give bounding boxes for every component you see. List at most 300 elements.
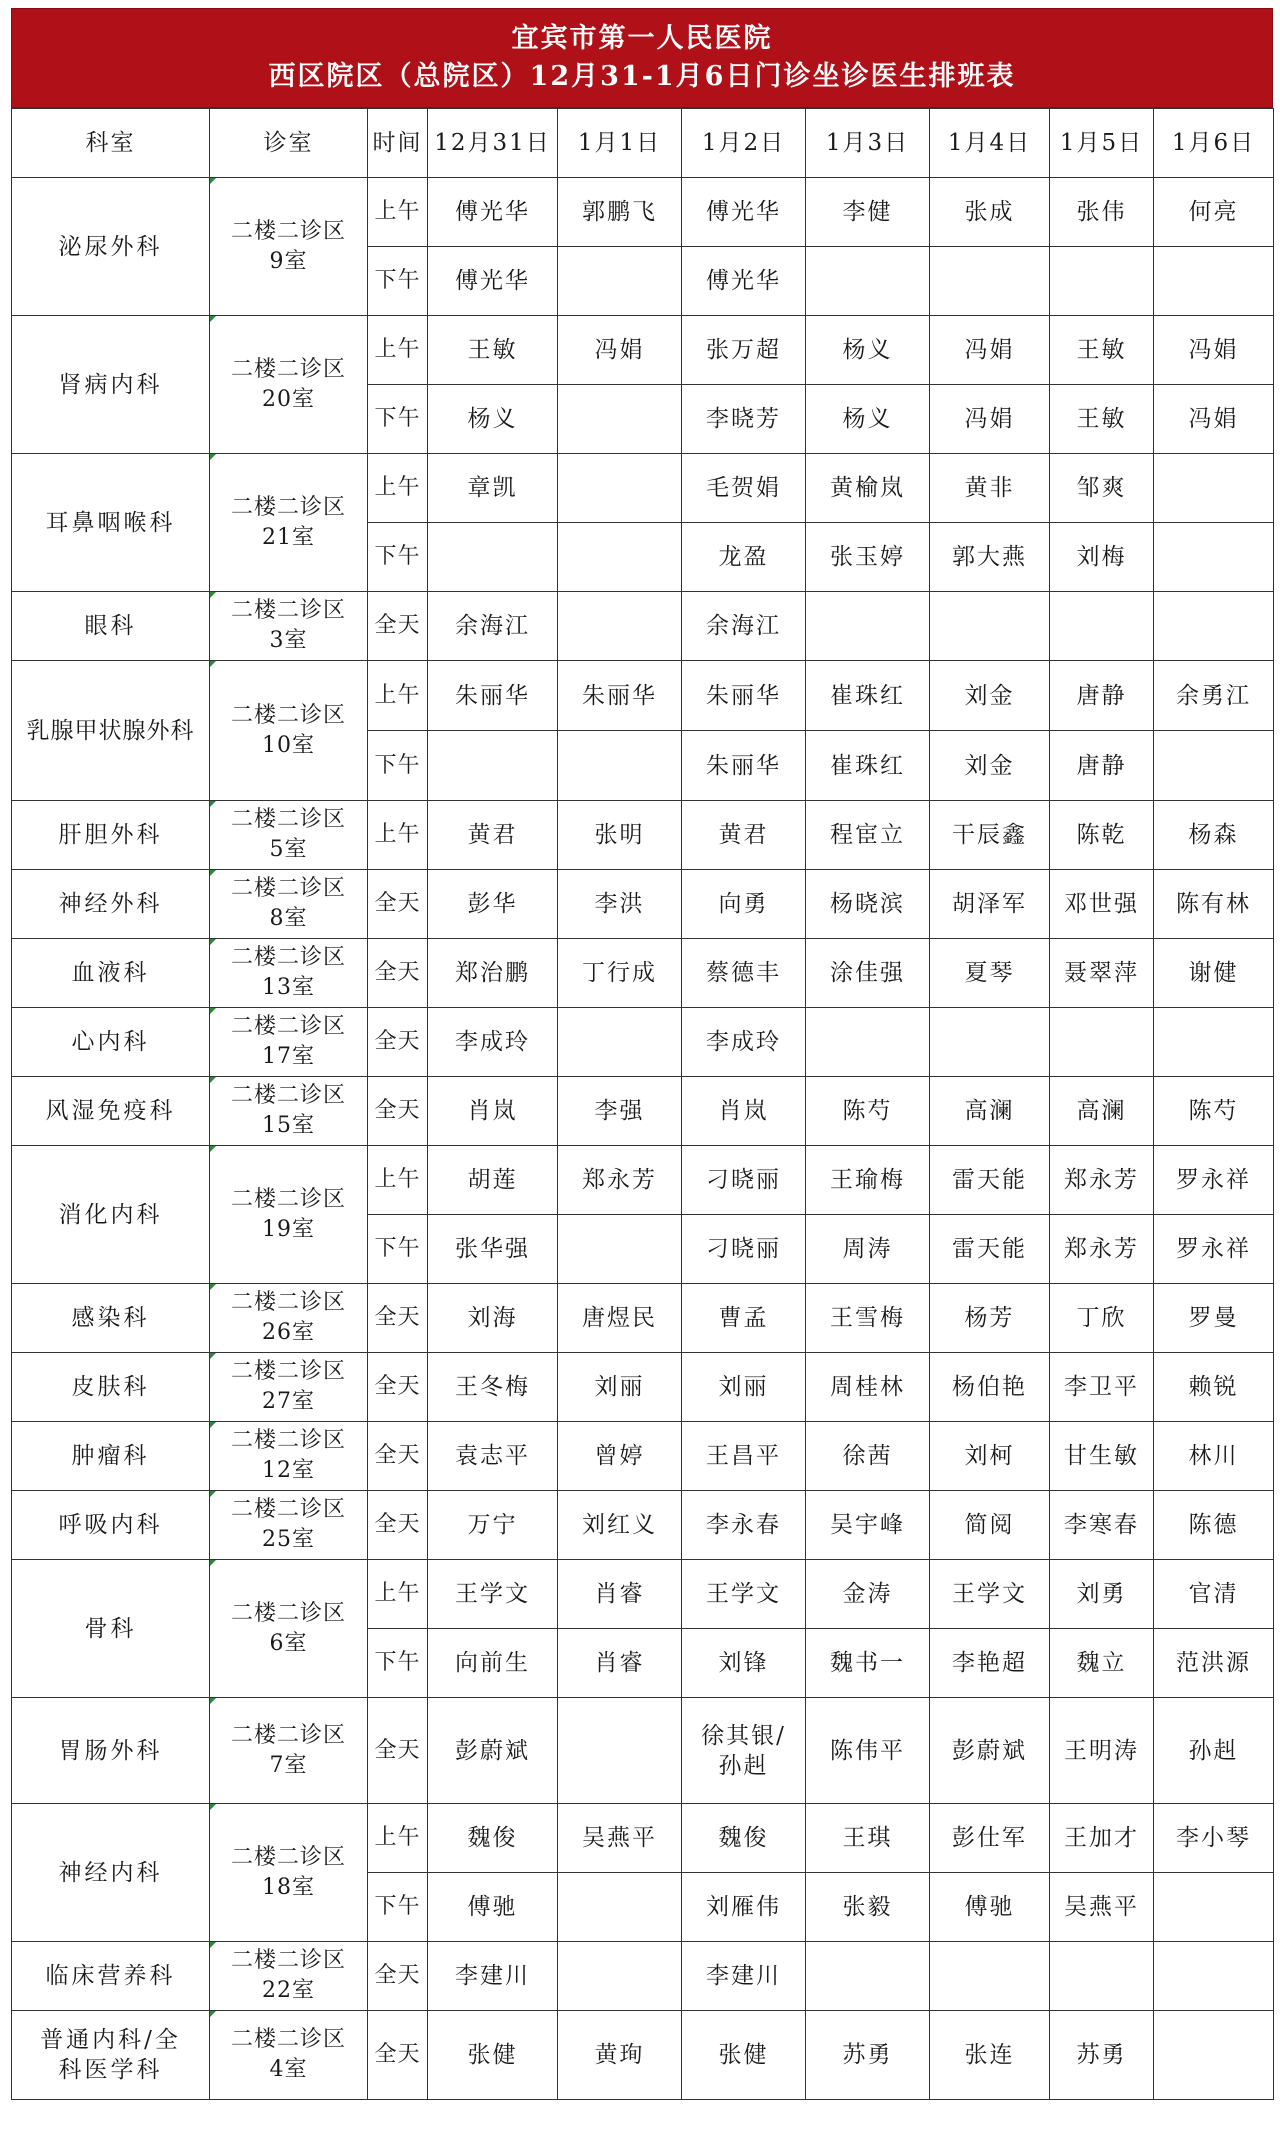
room-number: 21室: [262, 524, 315, 550]
doctor-cell: 王敏: [1050, 316, 1154, 385]
room-floor: 二楼二诊区: [230, 1722, 346, 1748]
doctor-cell: 李晓芳: [682, 385, 806, 454]
time-cell: 上午: [368, 801, 428, 870]
header-date: 1月2日: [682, 109, 806, 178]
doctor-cell: 苏勇: [806, 2011, 930, 2100]
doctor-cell: 唐静: [1050, 731, 1154, 801]
doctor-cell: 陈乾: [1050, 801, 1154, 870]
doctor-cell: 罗永祥: [1154, 1146, 1274, 1215]
dept-cell: 眼科: [12, 592, 210, 661]
room-cell: [210, 316, 368, 454]
dept-cell: 神经内科: [12, 1804, 210, 1942]
table-row: [12, 1008, 1274, 1077]
doctor-cell: 张毅: [806, 1873, 930, 1942]
doctor-cell: 魏俊: [682, 1804, 806, 1873]
doctor-cell: 肖岚: [428, 1077, 558, 1146]
room-cell: [210, 1422, 368, 1491]
time-cell: 上午: [368, 1804, 428, 1873]
doctor-cell: 张玉婷: [806, 523, 930, 592]
doctor-cell: 李艳超: [930, 1629, 1050, 1698]
dept-cell: 肝胆外科: [12, 801, 210, 870]
doctor-cell: [1154, 523, 1274, 592]
doctor-cell: 王冬梅: [428, 1353, 558, 1422]
doctor-cell: 吴宇峰: [806, 1491, 930, 1560]
room-floor: 二楼二诊区: [230, 945, 346, 970]
doctor-cell: 黄非: [930, 454, 1050, 523]
schedule-title: 西区院区（总院区）12月31-1月6日门诊坐诊医生排班表: [268, 61, 1016, 92]
header-date: 1月6日: [1154, 109, 1274, 178]
dept-cell: 泌尿外科: [12, 178, 210, 316]
doctor-cell: 万宁: [428, 1491, 558, 1560]
doctor-cell: [1154, 731, 1274, 801]
header-date: 12月31日: [428, 109, 558, 178]
room-number: 27室: [262, 1389, 315, 1414]
doctor-cell: [428, 523, 558, 592]
table-row: [12, 1491, 1274, 1560]
room-floor: 二楼二诊区: [230, 1014, 346, 1039]
time-cell: 上午: [368, 178, 428, 247]
doctor-cell: 干辰鑫: [930, 801, 1050, 870]
doctor-cell: 肖睿: [558, 1560, 682, 1629]
doctor-cell: 崔珠红: [806, 731, 930, 801]
doctor-cell: 何亮: [1154, 178, 1274, 247]
room-cell: [210, 1353, 368, 1422]
doctor-cell: [558, 1698, 682, 1804]
table-row: [12, 801, 1274, 870]
header-date: 1月3日: [806, 109, 930, 178]
doctor-cell: 郑永芳: [558, 1146, 682, 1215]
time-cell: 全天: [368, 1008, 428, 1077]
dept-cell: 骨科: [12, 1560, 210, 1698]
doctor-cell: [1154, 1008, 1274, 1077]
hospital-title: 宜宾市第一人民医院: [511, 23, 773, 54]
room-cell: [210, 661, 368, 801]
doctor-cell: 黄榆岚: [806, 454, 930, 523]
doctor-cell: 余海江: [682, 592, 806, 661]
doctor-cell: 杨伯艳: [930, 1353, 1050, 1422]
room-number: 9室: [269, 248, 308, 274]
room-number: 10室: [262, 732, 315, 758]
doctor-cell: 郑永芳: [1050, 1146, 1154, 1215]
doctor-cell: [930, 1008, 1050, 1077]
doctor-cell: 杨义: [806, 385, 930, 454]
doctor-cell: 刘红义: [558, 1491, 682, 1560]
time-cell: 全天: [368, 2011, 428, 2100]
time-cell: 上午: [368, 661, 428, 731]
room-floor: 二楼二诊区: [230, 2027, 346, 2052]
room-cell: [210, 178, 368, 316]
doctor-cell: 唐静: [1050, 661, 1154, 731]
doctor-cell: 王学文: [682, 1560, 806, 1629]
doctor-cell: 刘丽: [558, 1353, 682, 1422]
room-cell: [210, 2011, 368, 2100]
doctor-cell: 李建川: [682, 1942, 806, 2011]
doctor-cell: 杨芳: [930, 1284, 1050, 1353]
doctor-cell: [1050, 592, 1154, 661]
doctor-cell: 彭蔚斌: [428, 1698, 558, 1804]
dept-cell: 肾病内科: [12, 316, 210, 454]
doctor-cell: 张万超: [682, 316, 806, 385]
doctor-cell: 郭大燕: [930, 523, 1050, 592]
time-cell: 全天: [368, 870, 428, 939]
room-floor: 二楼二诊区: [230, 876, 346, 901]
doctor-cell: 赖锐: [1154, 1353, 1274, 1422]
time-cell: 全天: [368, 592, 428, 661]
time-cell: 全天: [368, 1284, 428, 1353]
doctor-cell: 彭蔚斌: [930, 1698, 1050, 1804]
header-room: 诊室: [210, 109, 368, 178]
doctor-cell: 朱丽华: [558, 661, 682, 731]
doctor-cell: 冯娟: [930, 385, 1050, 454]
doctor-cell: 苏勇: [1050, 2011, 1154, 2100]
doctor-cell: 傅光华: [682, 178, 806, 247]
doctor-cell: 王雪梅: [806, 1284, 930, 1353]
room-number: 6室: [269, 1630, 308, 1656]
time-cell: 全天: [368, 1077, 428, 1146]
room-cell: [210, 592, 368, 661]
doctor-cell: 丁行成: [558, 939, 682, 1008]
room-floor: 二楼二诊区: [230, 807, 346, 832]
doctor-cell: 黄君: [428, 801, 558, 870]
doctor-cell: 黄珣: [558, 2011, 682, 2100]
table-row: [12, 1698, 1274, 1804]
room-cell: [210, 1284, 368, 1353]
room-cell: [210, 1077, 368, 1146]
table-row: [12, 1077, 1274, 1146]
doctor-cell: 刘海: [428, 1284, 558, 1353]
doctor-cell: [558, 592, 682, 661]
time-cell: 上午: [368, 1146, 428, 1215]
doctor-cell: 李健: [806, 178, 930, 247]
doctor-cell: 李成玲: [428, 1008, 558, 1077]
dept-cell: 耳鼻咽喉科: [12, 454, 210, 592]
room-number: 15室: [262, 1113, 315, 1138]
room-number: 7室: [269, 1752, 308, 1778]
dept-cell: 肿瘤科: [12, 1422, 210, 1491]
doctor-cell: [558, 1873, 682, 1942]
doctor-cell: 胡泽军: [930, 870, 1050, 939]
doctor-cell: 魏立: [1050, 1629, 1154, 1698]
room-cell: [210, 1942, 368, 2011]
doctor-cell: 龙盈: [682, 523, 806, 592]
doctor-cell: [558, 385, 682, 454]
doctor-cell: 刁晓丽: [682, 1215, 806, 1284]
doctor-cell: 向前生: [428, 1629, 558, 1698]
table-row: [12, 1942, 1274, 2011]
room-cell: [210, 870, 368, 939]
doctor-cell: 罗永祥: [1154, 1215, 1274, 1284]
room-floor: 二楼二诊区: [230, 1083, 346, 1108]
doctor-cell: 朱丽华: [682, 731, 806, 801]
schedule-table: [11, 108, 1274, 2100]
doctor-cell: 李强: [558, 1077, 682, 1146]
doctor-cell: 王昌平: [682, 1422, 806, 1491]
room-floor: 二楼二诊区: [230, 218, 346, 244]
doctor-cell: 唐煜民: [558, 1284, 682, 1353]
table-row: [12, 939, 1274, 1008]
room-cell: [210, 1146, 368, 1284]
doctor-cell: 王敏: [1050, 385, 1154, 454]
doctor-cell: 张成: [930, 178, 1050, 247]
room-cell: [210, 454, 368, 592]
time-cell: 下午: [368, 247, 428, 316]
doctor-cell: 陈德: [1154, 1491, 1274, 1560]
time-cell: 下午: [368, 1873, 428, 1942]
schedule-page: [11, 8, 1273, 2100]
doctor-cell: 聂翠萍: [1050, 939, 1154, 1008]
table-row: [12, 2011, 1274, 2100]
table-row: [12, 316, 1274, 385]
doctor-cell: 杨森: [1154, 801, 1274, 870]
time-cell: 下午: [368, 731, 428, 801]
doctor-cell: 金涛: [806, 1560, 930, 1629]
doctor-cell: 张连: [930, 2011, 1050, 2100]
doctor-cell: 刘勇: [1050, 1560, 1154, 1629]
time-cell: 全天: [368, 1491, 428, 1560]
doctor-cell: 徐其银/孙赳: [682, 1698, 806, 1804]
room-number: 25室: [262, 1527, 315, 1552]
room-cell: [210, 801, 368, 870]
room-cell: [210, 1560, 368, 1698]
doctor-cell: [558, 1215, 682, 1284]
doctor-cell: [558, 731, 682, 801]
doctor-cell: 彭仕军: [930, 1804, 1050, 1873]
doctor-cell: 胡莲: [428, 1146, 558, 1215]
doctor-cell: 张健: [428, 2011, 558, 2100]
room-number: 18室: [262, 1874, 315, 1900]
doctor-cell: 傅驰: [930, 1873, 1050, 1942]
doctor-cell: 王学文: [428, 1560, 558, 1629]
doctor-cell: 刘金: [930, 731, 1050, 801]
doctor-cell: [930, 1942, 1050, 2011]
doctor-cell: 冯娟: [1154, 385, 1274, 454]
room-number: 22室: [262, 1978, 315, 2003]
doctor-cell: 陈有林: [1154, 870, 1274, 939]
time-cell: 下午: [368, 385, 428, 454]
doctor-cell: [558, 454, 682, 523]
room-floor: 二楼二诊区: [230, 494, 346, 520]
doctor-cell: 崔珠红: [806, 661, 930, 731]
room-cell: [210, 1008, 368, 1077]
doctor-cell: 曹孟: [682, 1284, 806, 1353]
room-cell: [210, 939, 368, 1008]
doctor-cell: 肖岚: [682, 1077, 806, 1146]
dept-cell: 皮肤科: [12, 1353, 210, 1422]
dept-cell: 消化内科: [12, 1146, 210, 1284]
doctor-cell: [1154, 454, 1274, 523]
room-number: 5室: [269, 837, 308, 862]
doctor-cell: 王瑜梅: [806, 1146, 930, 1215]
time-cell: 上午: [368, 1560, 428, 1629]
room-floor: 二楼二诊区: [230, 1600, 346, 1626]
doctor-cell: 李小琴: [1154, 1804, 1274, 1873]
doctor-cell: 林川: [1154, 1422, 1274, 1491]
doctor-cell: 刘锋: [682, 1629, 806, 1698]
dept-cell: 临床营养科: [12, 1942, 210, 2011]
table-row: [12, 1560, 1274, 1629]
header-date: 1月4日: [930, 109, 1050, 178]
doctor-cell: 高澜: [930, 1077, 1050, 1146]
doctor-cell: 吴燕平: [558, 1804, 682, 1873]
doctor-cell: 刘金: [930, 661, 1050, 731]
table-row: [12, 1353, 1274, 1422]
time-cell: 上午: [368, 316, 428, 385]
doctor-cell: 吴燕平: [1050, 1873, 1154, 1942]
doctor-cell: 李永春: [682, 1491, 806, 1560]
doctor-cell: 陈芍: [806, 1077, 930, 1146]
dept-cell: 感染科: [12, 1284, 210, 1353]
time-cell: 全天: [368, 1353, 428, 1422]
doctor-cell: 毛贺娟: [682, 454, 806, 523]
doctor-cell: 刘雁伟: [682, 1873, 806, 1942]
doctor-cell: [930, 592, 1050, 661]
room-number: 20室: [262, 386, 315, 412]
time-cell: 上午: [368, 454, 428, 523]
doctor-cell: [1050, 1942, 1154, 2011]
doctor-cell: 雷天能: [930, 1215, 1050, 1284]
doctor-cell: [806, 247, 930, 316]
doctor-cell: 王敏: [428, 316, 558, 385]
doctor-cell: [1154, 1873, 1274, 1942]
table-row: [12, 592, 1274, 661]
room-floor: 二楼二诊区: [230, 1497, 346, 1522]
room-floor: 二楼二诊区: [230, 1948, 346, 1973]
doctor-cell: 程宦立: [806, 801, 930, 870]
room-floor: 二楼二诊区: [230, 1428, 346, 1453]
doctor-cell: 刁晓丽: [682, 1146, 806, 1215]
dept-cell: 胃肠外科: [12, 1698, 210, 1804]
doctor-cell: 曾婷: [558, 1422, 682, 1491]
doctor-cell: [1154, 2011, 1274, 2100]
doctor-cell: [1050, 1008, 1154, 1077]
time-cell: 下午: [368, 1629, 428, 1698]
doctor-cell: 肖睿: [558, 1629, 682, 1698]
doctor-cell: 甘生敏: [1050, 1422, 1154, 1491]
doctor-cell: [1154, 592, 1274, 661]
doctor-cell: [1154, 247, 1274, 316]
room-number: 3室: [269, 628, 308, 653]
room-number: 17室: [262, 1044, 315, 1069]
doctor-cell: 刘梅: [1050, 523, 1154, 592]
doctor-cell: 王琪: [806, 1804, 930, 1873]
time-cell: 下午: [368, 523, 428, 592]
doctor-cell: 王学文: [930, 1560, 1050, 1629]
doctor-cell: 张健: [682, 2011, 806, 2100]
time-cell: 全天: [368, 1422, 428, 1491]
time-cell: 全天: [368, 939, 428, 1008]
doctor-cell: 李寒春: [1050, 1491, 1154, 1560]
doctor-cell: [930, 247, 1050, 316]
table-row: [12, 870, 1274, 939]
doctor-cell: 余海江: [428, 592, 558, 661]
room-number: 26室: [262, 1320, 315, 1345]
header-date: 1月1日: [558, 109, 682, 178]
doctor-cell: [806, 592, 930, 661]
doctor-cell: 李成玲: [682, 1008, 806, 1077]
doctor-cell: 谢健: [1154, 939, 1274, 1008]
doctor-cell: 章凯: [428, 454, 558, 523]
doctor-cell: 张伟: [1050, 178, 1154, 247]
table-row: [12, 1146, 1274, 1215]
doctor-cell: 夏琴: [930, 939, 1050, 1008]
dept-cell: 风湿免疫科: [12, 1077, 210, 1146]
room-floor: 二楼二诊区: [230, 1186, 346, 1212]
table-row: [12, 661, 1274, 731]
header-date: 1月5日: [1050, 109, 1154, 178]
time-cell: 全天: [368, 1942, 428, 2011]
doctor-cell: 袁志平: [428, 1422, 558, 1491]
doctor-cell: [1050, 247, 1154, 316]
doctor-cell: 官清: [1154, 1560, 1274, 1629]
header-time: 时间: [368, 109, 428, 178]
doctor-cell: 傅驰: [428, 1873, 558, 1942]
dept-cell: 血液科: [12, 939, 210, 1008]
doctor-cell: 朱丽华: [428, 661, 558, 731]
doctor-cell: 傅光华: [428, 247, 558, 316]
doctor-cell: [428, 731, 558, 801]
table-row: [12, 1284, 1274, 1353]
room-floor: 二楼二诊区: [230, 356, 346, 382]
doctor-cell: 蔡德丰: [682, 939, 806, 1008]
header-row: [12, 109, 1274, 178]
doctor-cell: 刘丽: [682, 1353, 806, 1422]
time-cell: 全天: [368, 1698, 428, 1804]
doctor-cell: 周桂林: [806, 1353, 930, 1422]
doctor-cell: 魏俊: [428, 1804, 558, 1873]
doctor-cell: 李洪: [558, 870, 682, 939]
doctor-cell: 丁欣: [1050, 1284, 1154, 1353]
doctor-cell: 张华强: [428, 1215, 558, 1284]
room-floor: 二楼二诊区: [230, 1359, 346, 1384]
doctor-cell: 余勇江: [1154, 661, 1274, 731]
doctor-cell: 李卫平: [1050, 1353, 1154, 1422]
doctor-cell: 王加才: [1050, 1804, 1154, 1873]
dept-cell: 乳腺甲状腺外科: [12, 661, 210, 801]
table-row: [12, 454, 1274, 523]
doctor-cell: [806, 1942, 930, 2011]
room-number: 8室: [269, 906, 308, 931]
doctor-cell: 徐茜: [806, 1422, 930, 1491]
doctor-cell: 李建川: [428, 1942, 558, 2011]
doctor-cell: 冯娟: [930, 316, 1050, 385]
room-floor: 二楼二诊区: [230, 598, 346, 623]
doctor-cell: 傅光华: [428, 178, 558, 247]
doctor-cell: 郑治鹏: [428, 939, 558, 1008]
dept-cell: 心内科: [12, 1008, 210, 1077]
doctor-cell: 郑永芳: [1050, 1215, 1154, 1284]
doctor-cell: 冯娟: [1154, 316, 1274, 385]
doctor-cell: 邓世强: [1050, 870, 1154, 939]
doctor-cell: 陈芍: [1154, 1077, 1274, 1146]
doctor-cell: [806, 1008, 930, 1077]
room-floor: 二楼二诊区: [230, 702, 346, 728]
doctor-cell: [558, 1008, 682, 1077]
table-row: [12, 1422, 1274, 1491]
doctor-cell: 杨义: [428, 385, 558, 454]
doctor-cell: 涂佳强: [806, 939, 930, 1008]
doctor-cell: 黄君: [682, 801, 806, 870]
dept-cell: 普通内科/全科医学科: [12, 2011, 210, 2100]
dept-cell: 呼吸内科: [12, 1491, 210, 1560]
doctor-cell: 彭华: [428, 870, 558, 939]
room-floor: 二楼二诊区: [230, 1844, 346, 1870]
doctor-cell: 高澜: [1050, 1077, 1154, 1146]
room-number: 19室: [262, 1216, 315, 1242]
title-banner: [11, 8, 1273, 108]
room-number: 4室: [269, 2057, 308, 2082]
room-number: 13室: [262, 975, 315, 1000]
doctor-cell: 傅光华: [682, 247, 806, 316]
